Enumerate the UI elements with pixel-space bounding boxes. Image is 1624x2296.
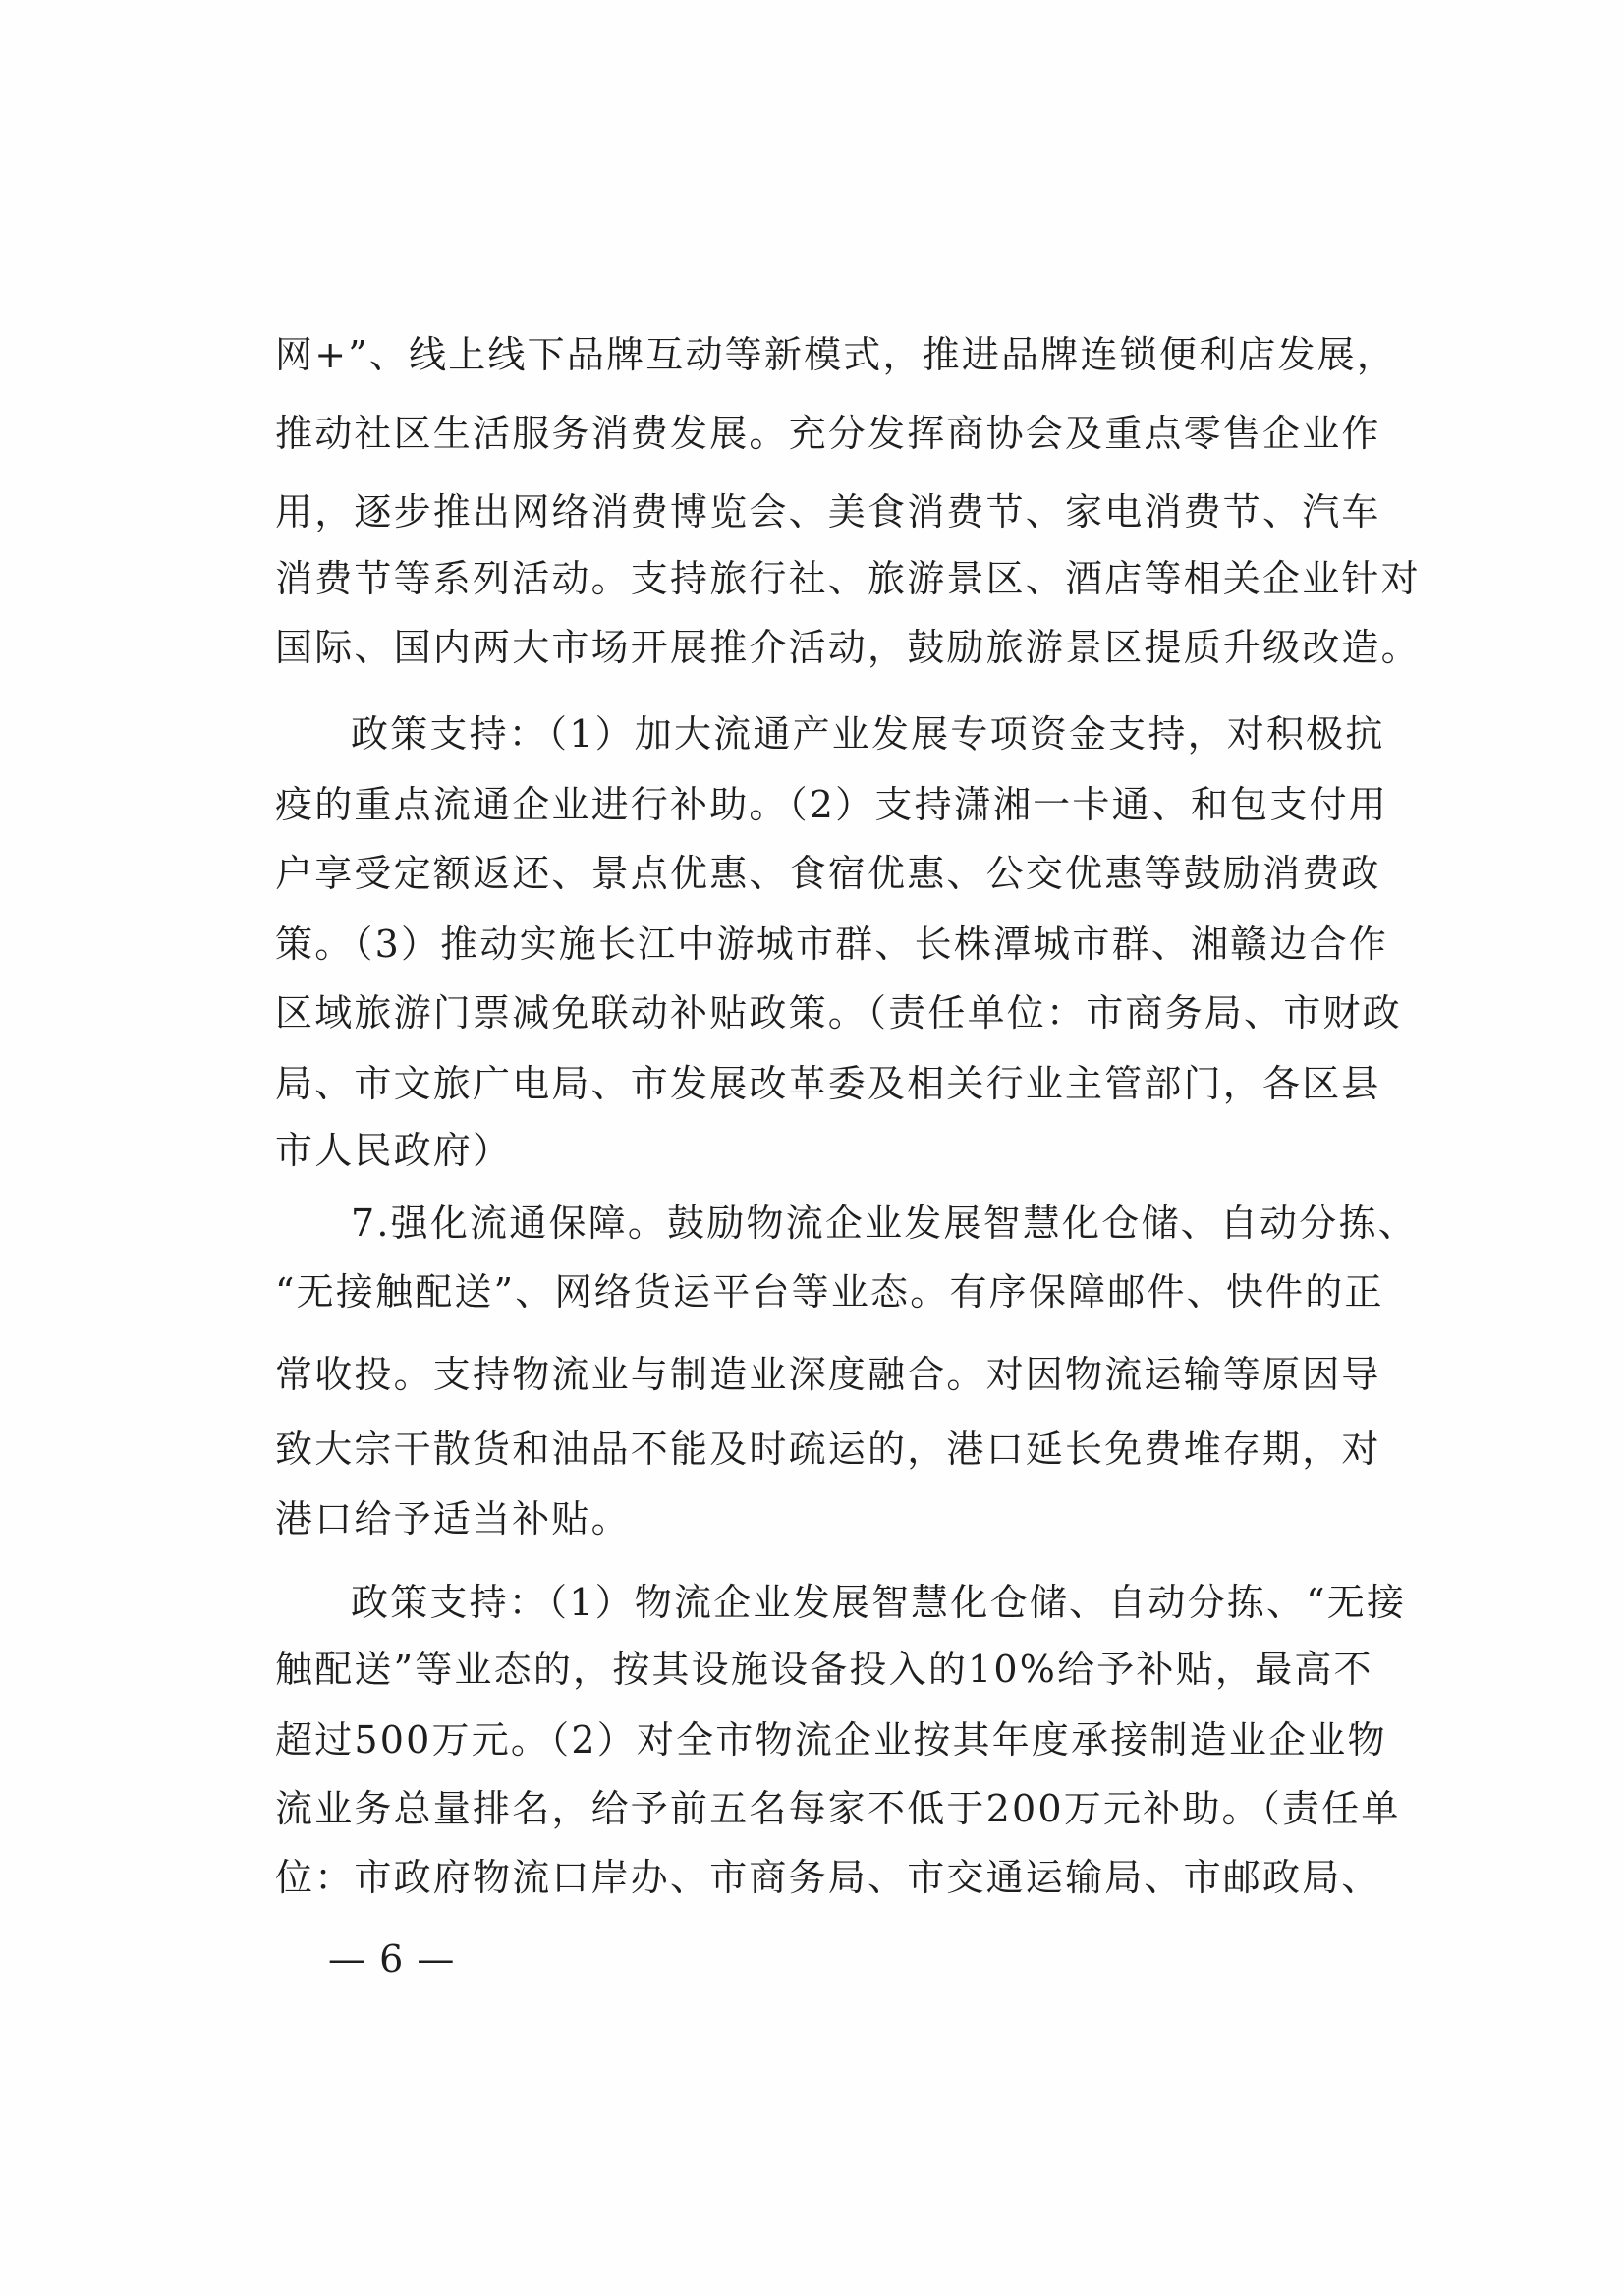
- body-line: 触配送”等业态的，按其设施设备投入的10%给予补贴，最高不: [275, 1648, 1373, 1691]
- body-line: 超过500万元。（2）对全市物流企业按其年度承接制造业企业物: [275, 1718, 1387, 1762]
- body-line: 策。（3）推动实施长江中游城市群、长株潭城市群、湘赣边合作: [275, 923, 1388, 966]
- body-line: 消费节等系列活动。支持旅行社、旅游景区、酒店等相关企业针对: [275, 557, 1421, 600]
- body-line: 国际、国内两大市场开展推介活动，鼓励旅游景区提质升级改造。: [275, 626, 1421, 669]
- body-line: 市人民政府）: [275, 1129, 513, 1172]
- body-line: “无接触配送”、网络货运平台等业态。有序保障邮件、快件的正: [275, 1270, 1384, 1314]
- body-line: 流业务总量排名，给予前五名每家不低于200万元补助。（责任单: [275, 1787, 1401, 1830]
- body-line: 户享受定额返还、景点优惠、食宿优惠、公交优惠等鼓励消费政: [275, 852, 1381, 895]
- body-line: 推动社区生活服务消费发展。充分发挥商协会及重点零售企业作: [275, 412, 1381, 455]
- body-line: 用，逐步推出网络消费博览会、美食消费节、家电消费节、汽车: [275, 490, 1381, 533]
- policy-support-line: 政策支持：（1）加大流通产业发展专项资金支持，对积极抗: [351, 712, 1385, 756]
- section-heading-line: 7.强化流通保障。鼓励物流企业发展智慧化仓储、自动分拣、: [351, 1202, 1418, 1245]
- body-line: 位：市政府物流口岸办、市商务局、市交通运输局、市邮政局、: [275, 1856, 1381, 1899]
- body-line: 局、市文旅广电局、市发展改革委及相关行业主管部门，各区县: [275, 1062, 1381, 1105]
- body-line: 疫的重点流通企业进行补助。（2）支持潇湘一卡通、和包支付用: [275, 783, 1388, 826]
- body-line: 致大宗干散货和油品不能及时疏运的，港口延长免费堆存期，对: [275, 1428, 1381, 1471]
- body-line: 网+”、线上线下品牌互动等新模式，推进品牌连锁便利店发展，: [275, 333, 1397, 376]
- policy-support-line: 政策支持：（1）物流企业发展智慧化仓储、自动分拣、“无接: [351, 1581, 1407, 1624]
- body-line: 港口给予适当补贴。: [275, 1497, 631, 1540]
- body-line: 区域旅游门票减免联动补贴政策。（责任单位：市商务局、市财政: [275, 991, 1402, 1035]
- page-number: — 6 —: [328, 1937, 456, 1981]
- body-line: 常收投。支持物流业与制造业深度融合。对因物流运输等原因导: [275, 1353, 1381, 1396]
